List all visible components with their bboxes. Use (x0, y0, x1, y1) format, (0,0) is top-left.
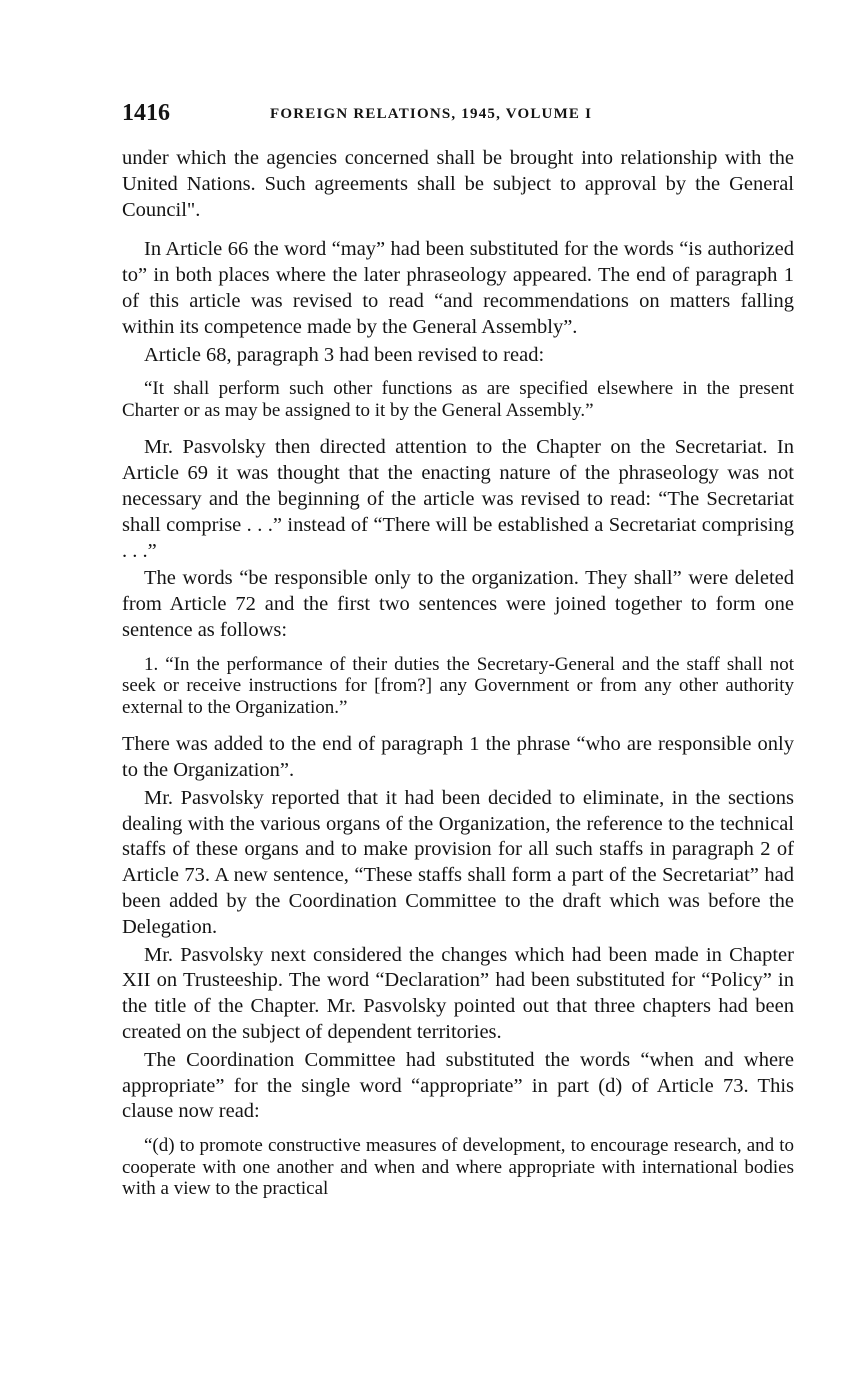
running-title: FOREIGN RELATIONS, 1945, VOLUME I (270, 106, 593, 122)
page-header (122, 100, 802, 130)
paragraph-article-66: In Article 66 the word “may” had been substituted for the words “is authorized to” in both places where the later phraseology appeared. The end of paragraph 1 of this article was revised to read “and recommendations on matters falling within its competence made by the General Assembly”. (122, 238, 794, 338)
paragraph-article-72: The words “be responsible only to the organization. They shall” were deleted from Article 72 and the first two sentences were joined together to form one sentence as follows: (122, 567, 794, 641)
quote-article-68: “It shall perform such other functions as are specified elsewhere in the present Charter or as may be assigned to it by the General Assembly.” (122, 378, 794, 421)
quote-article-73-d: “(d) to promote constructive measures of development, to encourage research, and to cooperate with one another and when and where appropriate with international bodies with a view to the practical (122, 1135, 794, 1200)
paragraph-article-73: The Coordination Committee had substituted the words “when and where appropriate” for the single word “appropriate” in part (d) of Article 73. This clause now read: (122, 1048, 794, 1123)
paragraph-technical-staffs: Mr. Pasvolsky reported that it had been decided to eliminate, in the sections dealing with the various organs of the Organization, the reference to the technical staffs of these organs and to make provision for all such staffs in paragraph 2 of Article 73. A new sentence, “These staffs shall form a part of the Secretariat” had been added by the Coordination Committee to the draft which was before the Delegation. (122, 786, 794, 938)
paragraph-secretariat: Mr. Pasvolsky then directed attention to the Chapter on the Secretariat. In Article 69 it was thought that the enacting nature of the phraseology was not necessary and the beginning of the article was revised to read: “The Secretariat shall comprise . . .” instead of “There will be established a Secretariat comprising . . .” (122, 436, 794, 562)
paragraph-trusteeship: Mr. Pasvolsky next considered the changes which had been made in Chapter XII on Trusteeship. The word “Declaration” had been substituted for “Policy” in the title of the Chapter. Mr. Pasvolsky pointed out that three chapters had been created on the subject of dependent territories. (122, 943, 794, 1044)
paragraph-continuation: under which the agencies concerned shall be brought into relationship with the United Nations. Such agreements shall be subject to approval by the General Council". (122, 147, 794, 221)
paragraph-article-68-intro: Article 68, paragraph 3 had been revised to read: (144, 343, 545, 366)
page-number: 1416 (122, 100, 170, 126)
paragraph-added-phrase: There was added to the end of paragraph 1 the phrase “who are responsible only to the Organization”. (122, 733, 794, 782)
body-text (122, 146, 794, 1200)
quote-article-72: 1. “In the performance of their duties the Secretary-General and the staff shall not seek or receive instructions for [from?] any Government or from any other authority external to the Organization.” (122, 653, 794, 718)
